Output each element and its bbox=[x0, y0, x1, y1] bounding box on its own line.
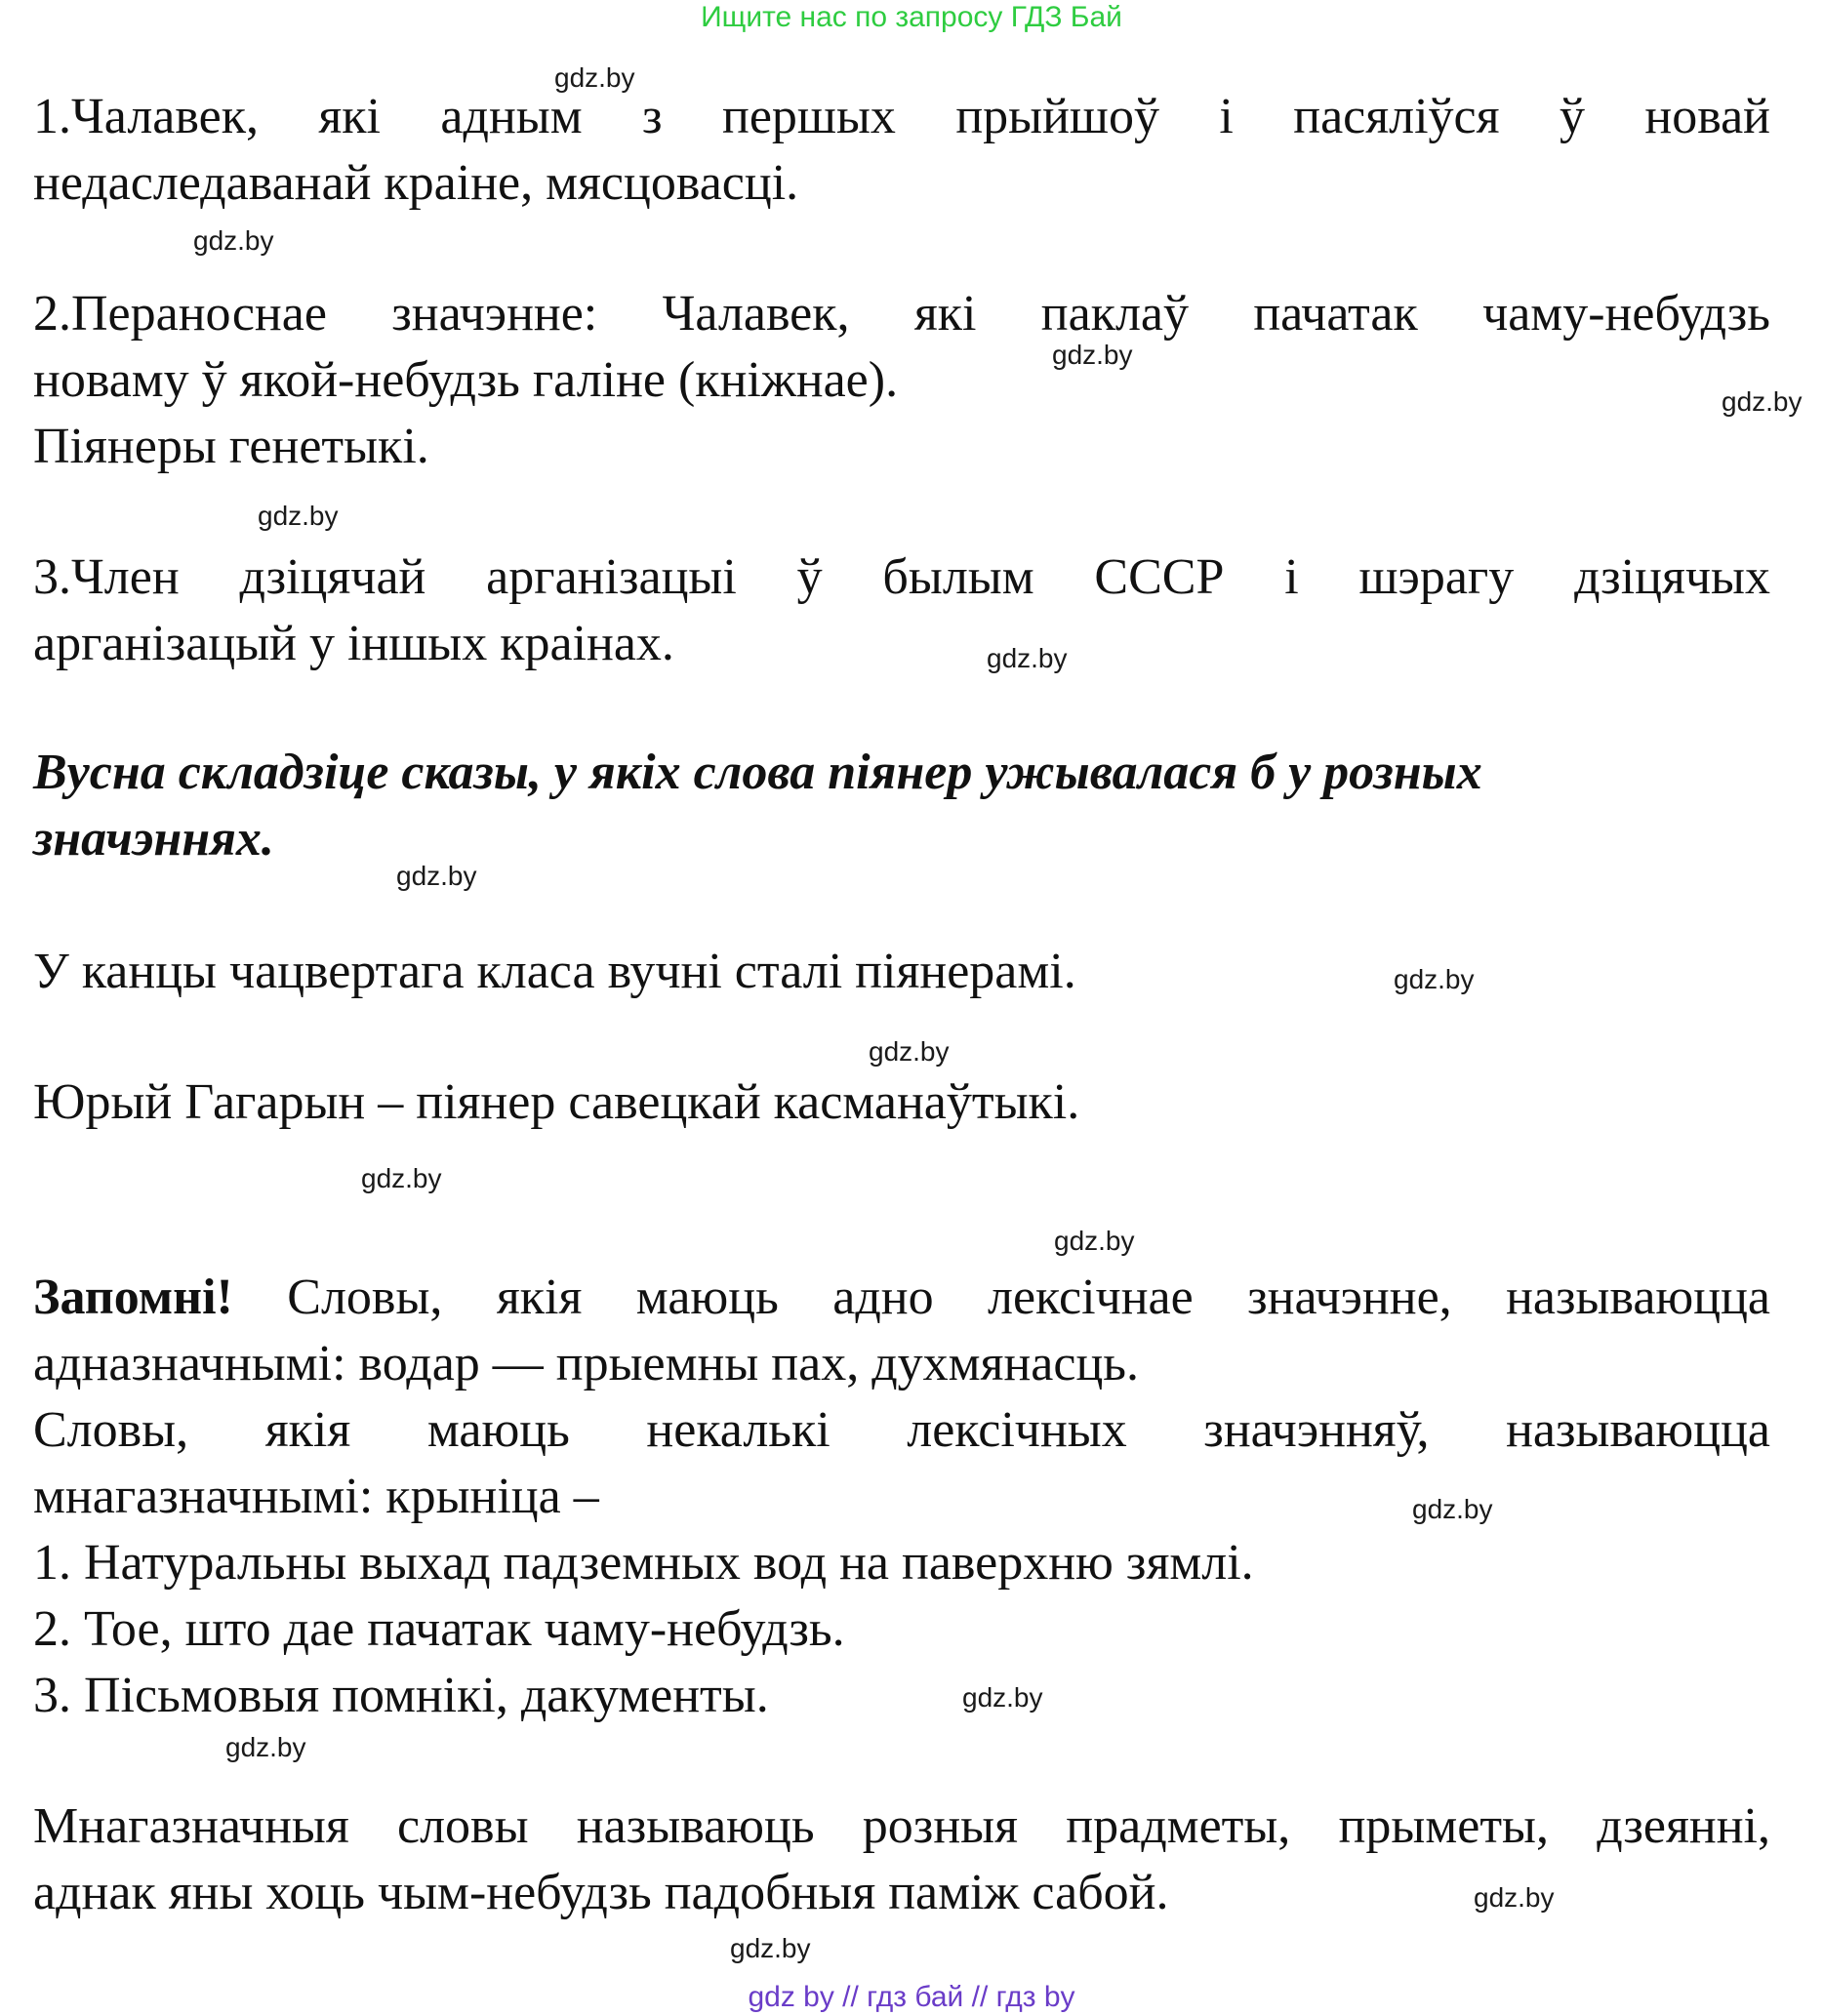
rule-line-1-text: Словы, якія маюць адно лексічнае значэнне, называюцца bbox=[232, 1270, 1770, 1325]
watermark: gdz.by bbox=[258, 501, 339, 531]
watermark: gdz.by bbox=[987, 643, 1068, 673]
definition-2-line-1: 2.Пераноснае значэнне: Чалавек, які паклаў пачатак чаму-небудзь bbox=[33, 286, 1770, 342]
rule-block bbox=[33, 1265, 1770, 1729]
watermark: gdz.by bbox=[1394, 964, 1475, 994]
watermark: gdz.by bbox=[554, 62, 635, 93]
task-heading bbox=[33, 740, 1770, 872]
definition-3-line-2: арганізацый у іншых краінах. bbox=[33, 616, 674, 671]
example-sentence-2 bbox=[33, 1069, 1770, 1136]
definition-2-example: Піянеры генетыкі. bbox=[33, 419, 429, 474]
top-banner: Ищите нас по запросу ГДЗ Бай bbox=[701, 1, 1122, 33]
watermark: gdz.by bbox=[1054, 1226, 1135, 1256]
rule-line-3: Словы, якія маюць некалькі лексічных значэнняў, называюцца bbox=[33, 1402, 1770, 1458]
definition-1 bbox=[33, 84, 1770, 217]
watermark: gdz.by bbox=[1474, 1882, 1555, 1913]
definition-2 bbox=[33, 281, 1770, 480]
watermark: gdz.by bbox=[396, 861, 477, 891]
definition-3 bbox=[33, 544, 1770, 677]
rule-label: Запомні! bbox=[33, 1270, 233, 1325]
example-sentence-1 bbox=[33, 939, 1770, 1005]
watermark: gdz.by bbox=[225, 1732, 306, 1762]
rule-line-1 bbox=[33, 1265, 1770, 1331]
rule-line-4: мнагазначнымі: крыніца – bbox=[33, 1469, 599, 1524]
rule-item-3: 3. Пісьмовыя помнікі, дакументы. bbox=[33, 1668, 769, 1723]
conclusion-line-1: Мнагазначныя словы называюць розныя прадметы, прыметы, дзеянні, bbox=[33, 1798, 1770, 1854]
bottom-banner: gdz by // гдз бай // гдз by bbox=[748, 1981, 1075, 2013]
definition-3-line-1: 3.Член дзіцячай арганізацыі ў былым СССР і шэрагу дзіцячых bbox=[33, 549, 1770, 605]
watermark: gdz.by bbox=[869, 1036, 950, 1067]
definition-1-line-2: недаследаванай краіне, мясцовасці. bbox=[33, 155, 799, 211]
sentence-1-text: У канцы чацвертага класа вучні сталі піянерамі. bbox=[33, 944, 1076, 999]
watermark: gdz.by bbox=[730, 1933, 811, 1963]
watermark: gdz.by bbox=[1052, 340, 1133, 370]
watermark: gdz.by bbox=[193, 225, 274, 256]
task-line-2: значэннях. bbox=[33, 811, 274, 867]
conclusion bbox=[33, 1794, 1770, 1926]
watermark: gdz.by bbox=[962, 1682, 1043, 1713]
watermark: gdz.by bbox=[361, 1163, 442, 1193]
sentence-2-text: Юрый Гагарын – піянер савецкай касманаўтыкі. bbox=[33, 1074, 1080, 1130]
definition-2-line-2: новаму ў якой-небудзь галіне (кніжнае). bbox=[33, 352, 899, 408]
rule-line-2: адназначнымі: водар — прыемны пах, духмянасць. bbox=[33, 1336, 1140, 1391]
watermark: gdz.by bbox=[1722, 386, 1803, 417]
watermark: gdz.by bbox=[1412, 1494, 1493, 1524]
conclusion-line-2: аднак яны хоць чым-небудзь падобныя паміж сабой. bbox=[33, 1865, 1169, 1920]
task-line-1: Вусна складзіце сказы, у якіх слова піянер ужывалася б у розных bbox=[33, 745, 1482, 800]
rule-item-1: 1. Натуральны выхад падземных вод на паверхню зямлі. bbox=[33, 1535, 1254, 1591]
rule-item-2: 2. Тое, што дае пачатак чаму-небудзь. bbox=[33, 1601, 845, 1657]
definition-1-line-1: 1.Чалавек, які адным з першых прыйшоў і пасяліўся ў новай bbox=[33, 89, 1770, 144]
